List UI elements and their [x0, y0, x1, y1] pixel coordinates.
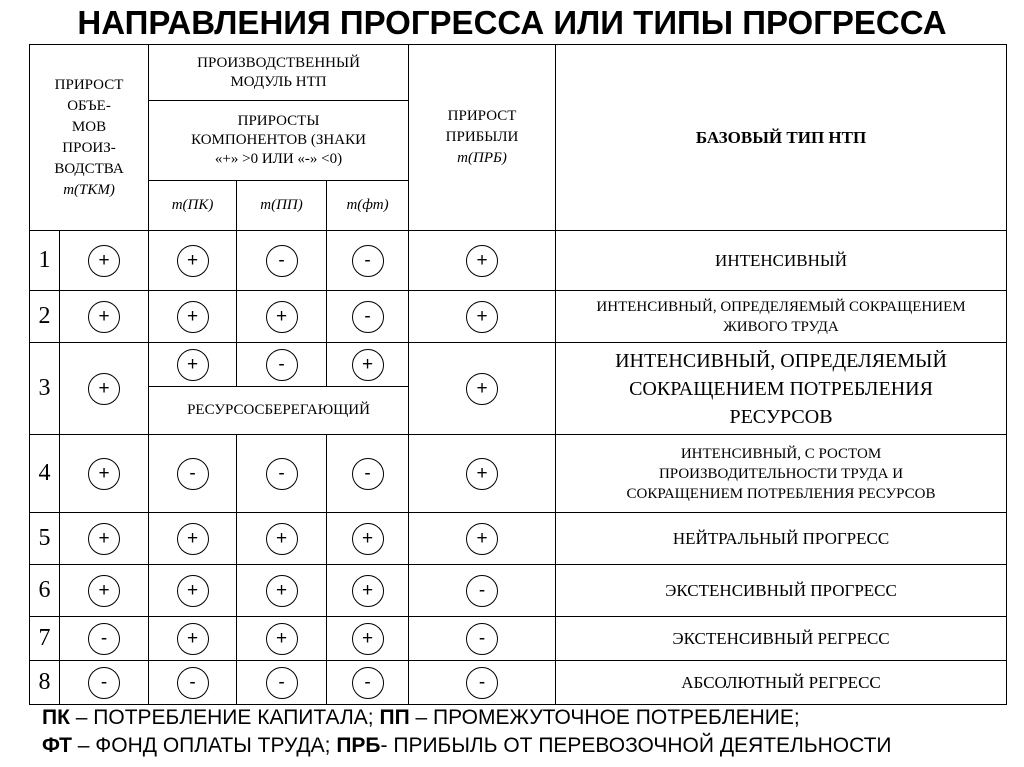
- base-type-text: ПРОИЗВОДИТЕЛЬНОСТИ ТРУДА И: [658, 465, 904, 482]
- pp-cell: [237, 617, 327, 661]
- prb-cell: [409, 435, 556, 513]
- base-type-cell: [556, 435, 1007, 513]
- pk-cell: [149, 231, 237, 291]
- pk-cell: [149, 661, 237, 705]
- tkm-cell: [60, 343, 149, 435]
- header-components: ПРИРОСТЫ КОМПОНЕНТОВ (ЗНАКИ «+» >0 ИЛИ «-» <0): [149, 101, 409, 181]
- table-row: [30, 343, 1007, 387]
- table-row: [30, 435, 1007, 513]
- pp-cell: [237, 435, 327, 513]
- pk-cell: [149, 617, 237, 661]
- ft-sign: +: [352, 575, 384, 607]
- ft-cell: [327, 231, 409, 291]
- tkm-cell: [60, 661, 149, 705]
- ft-sign: +: [352, 349, 384, 381]
- tkm-sign: +: [88, 458, 120, 490]
- row-number: 5: [30, 513, 60, 565]
- pp-sign: +: [266, 623, 298, 655]
- pp-cell: [237, 661, 327, 705]
- prb-cell: [409, 231, 556, 291]
- pk-cell: [149, 343, 237, 387]
- tkm-cell: [60, 513, 149, 565]
- pp-sign: -: [266, 458, 298, 490]
- tkm-cell: [60, 291, 149, 343]
- base-type-cell: [556, 565, 1007, 617]
- table-row: [30, 291, 1007, 343]
- prb-sign: -: [466, 623, 498, 655]
- prb-cell: [409, 343, 556, 435]
- pk-cell: [149, 565, 237, 617]
- base-type-text: ИНТЕНСИВНЫЙ, С РОСТОМ: [680, 445, 882, 462]
- tkm-sign: -: [88, 667, 120, 699]
- row-number: 7: [30, 617, 60, 661]
- ft-sign: -: [352, 667, 384, 699]
- prb-sign: +: [466, 523, 498, 555]
- tkm-sign: +: [88, 373, 120, 405]
- pp-sign: +: [266, 575, 298, 607]
- header-ft: m(фт): [327, 181, 409, 231]
- base-type-cell: [556, 291, 1007, 343]
- row-number: 2: [30, 291, 60, 343]
- base-type-text: СОКРАЩЕНИЕМ ПОТРЕБЛЕНИЯ: [629, 377, 933, 400]
- header-growth-volume: ПРИРОСТ ОБЪЕ- МОВ ПРОИЗ- ВОДСТВА m(ТКМ): [30, 45, 149, 231]
- base-type-text: АБСОЛЮТНЫЙ РЕГРЕСС: [681, 672, 881, 692]
- header-pk: m(ПК): [149, 181, 237, 231]
- table-row: [30, 231, 1007, 291]
- ft-sign: +: [352, 623, 384, 655]
- base-type-text: ЖИВОГО ТРУДА: [723, 318, 839, 335]
- row-number: 1: [30, 231, 60, 291]
- pk-sign: +: [177, 349, 209, 381]
- base-type-cell: [556, 661, 1007, 705]
- resource-saving-note: РЕСУРСОСБЕРЕГАЮЩИЙ: [149, 387, 409, 435]
- pp-cell: [237, 231, 327, 291]
- base-type-cell: [556, 617, 1007, 661]
- prb-sign: +: [466, 458, 498, 490]
- ft-cell: [327, 343, 409, 387]
- base-type-text: ИНТЕНСИВНЫЙ, ОПРЕДЕЛЯЕМЫЙ СОКРАЩЕНИЕМ: [596, 298, 966, 315]
- ft-sign: -: [352, 245, 384, 277]
- ft-cell: [327, 513, 409, 565]
- pk-sign: +: [177, 623, 209, 655]
- tkm-sign: -: [88, 623, 120, 655]
- table-row: [30, 617, 1007, 661]
- ft-cell: [327, 291, 409, 343]
- base-type-text: ЭКСТЕНСИВНЫЙ РЕГРЕСС: [672, 628, 890, 648]
- header-profit-growth: ПРИРОСТ ПРИБЫЛИ m(ПРБ): [409, 45, 556, 231]
- pk-cell: [149, 291, 237, 343]
- pk-cell: [149, 513, 237, 565]
- base-type-text: ЭКСТЕНСИВНЫЙ ПРОГРЕСС: [665, 580, 897, 600]
- row-number: 6: [30, 565, 60, 617]
- row-number: 3: [30, 343, 60, 435]
- tkm-cell: [60, 565, 149, 617]
- base-type-text: НЕЙТРАЛЬНЫЙ ПРОГРЕСС: [672, 528, 890, 548]
- pk-sign: -: [177, 458, 209, 490]
- progress-types-table: [29, 44, 1007, 705]
- base-type-text: ИНТЕНСИВНЫЙ: [715, 250, 847, 270]
- pp-cell: [237, 291, 327, 343]
- prb-cell: [409, 291, 556, 343]
- base-type-cell: [556, 343, 1007, 435]
- ft-sign: +: [352, 523, 384, 555]
- ft-sign: -: [352, 301, 384, 333]
- pk-sign: +: [177, 523, 209, 555]
- ft-cell: [327, 617, 409, 661]
- prb-cell: [409, 513, 556, 565]
- pk-sign: +: [177, 575, 209, 607]
- tkm-sign: +: [88, 575, 120, 607]
- prb-sign: +: [466, 301, 498, 333]
- base-type-cell: [556, 513, 1007, 565]
- prb-cell: [409, 661, 556, 705]
- tkm-cell: [60, 231, 149, 291]
- tkm-cell: [60, 435, 149, 513]
- pp-cell: [237, 343, 327, 387]
- prb-sign: +: [466, 245, 498, 277]
- prb-sign: +: [466, 373, 498, 405]
- legend-line-2: ФТ – ФОНД ОПЛАТЫ ТРУДА; ПРБ- ПРИБЫЛЬ ОТ ПЕРЕВОЗОЧНОЙ ДЕЯТЕЛЬНОСТИ: [42, 734, 892, 757]
- base-type-cell: [556, 231, 1007, 291]
- ft-sign: -: [352, 458, 384, 490]
- tkm-cell: [60, 617, 149, 661]
- pp-sign: +: [266, 523, 298, 555]
- header-production-module: ПРОИЗВОДСТВЕННЫЙ МОДУЛЬ НТП: [149, 45, 409, 101]
- table-row: [30, 565, 1007, 617]
- row-number: 4: [30, 435, 60, 513]
- header-base-type: БАЗОВЫЙ ТИП НТП: [556, 45, 1007, 231]
- page-title: НАПРАВЛЕНИЯ ПРОГРЕССА ИЛИ ТИПЫ ПРОГРЕССА: [77, 4, 947, 41]
- pp-sign: -: [266, 349, 298, 381]
- pk-sign: +: [177, 245, 209, 277]
- row-number: 8: [30, 661, 60, 705]
- pp-sign: -: [266, 667, 298, 699]
- pk-sign: -: [177, 667, 209, 699]
- prb-sign: -: [466, 667, 498, 699]
- tkm-sign: +: [88, 523, 120, 555]
- pp-sign: +: [266, 301, 298, 333]
- table-row: [30, 513, 1007, 565]
- table-row: [30, 661, 1007, 705]
- ft-cell: [327, 661, 409, 705]
- header-pp: m(ПП): [237, 181, 327, 231]
- prb-cell: [409, 565, 556, 617]
- ft-cell: [327, 565, 409, 617]
- legend-line-1: ПК – ПОТРЕБЛЕНИЕ КАПИТАЛА; ПП – ПРОМЕЖУТОЧНОЕ ПОТРЕБЛЕНИЕ;: [42, 706, 800, 729]
- pp-sign: -: [266, 245, 298, 277]
- base-type-text: РЕСУРСОВ: [729, 405, 833, 428]
- pk-cell: [149, 435, 237, 513]
- pk-sign: +: [177, 301, 209, 333]
- base-type-text: СОКРАЩЕНИЕМ ПОТРЕБЛЕНИЯ РЕСУРСОВ: [626, 485, 936, 502]
- base-type-text: ИНТЕНСИВНЫЙ, ОПРЕДЕЛЯЕМЫЙ: [615, 349, 947, 372]
- prb-sign: -: [466, 575, 498, 607]
- pp-cell: [237, 565, 327, 617]
- prb-cell: [409, 617, 556, 661]
- ft-cell: [327, 435, 409, 513]
- pp-cell: [237, 513, 327, 565]
- tkm-sign: +: [88, 245, 120, 277]
- tkm-sign: +: [88, 301, 120, 333]
